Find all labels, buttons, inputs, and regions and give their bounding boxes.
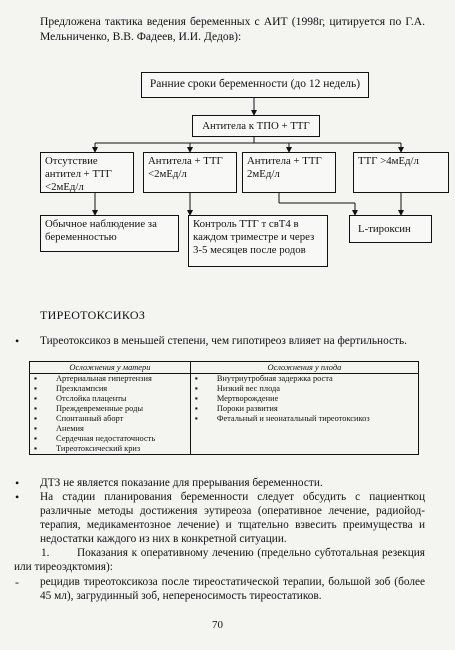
intro-paragraph: Предложена тактика ведения беременных с АИТ (1998г, цитируется по Г.А. Мельниченко, В.В. Фадеев, И.И. Дедов):: [40, 15, 425, 43]
table-row: [30, 424, 419, 434]
numbered-marker: 1.: [41, 547, 50, 559]
list-bullet: ▪: [194, 414, 198, 423]
list-item: Низкий вес плода: [216, 384, 281, 393]
list-bullet: ▪: [194, 374, 198, 383]
list-item: Фетальный и неонатальный тиреотоксикоз: [216, 414, 370, 423]
list-bullet: ▪: [34, 444, 37, 453]
table-cell-left: [30, 434, 191, 444]
list-bullet: ▪: [34, 394, 37, 403]
flow-box-tsh-control: Контроль ТТГ т свТ4 в каждом триместре и через 3-5 месяцев после родов: [188, 215, 328, 267]
bullet-marker: •: [15, 490, 20, 504]
table-cell-left: [30, 414, 191, 424]
page-number: 70: [212, 619, 223, 631]
table-cell-right: [190, 434, 418, 444]
list-bullet: ▪: [34, 374, 37, 383]
table-cell-left: [30, 384, 191, 394]
table-cell-right: [190, 384, 418, 394]
list-bullet: ▪: [34, 404, 37, 413]
table-cell-left: [30, 404, 191, 414]
table-row: [30, 404, 419, 414]
table-cell-left: [30, 394, 191, 404]
table-row: [30, 434, 419, 444]
table-row: [30, 374, 419, 385]
list-item: Преждевременные роды: [56, 404, 144, 413]
list-bullet: ▪: [34, 384, 37, 393]
table-header-fetus: Осложнения у плода: [190, 362, 418, 374]
list-item: Внутриутробная задержка роста: [216, 374, 333, 383]
table-cell-left: [30, 424, 191, 434]
table-cell-left: [30, 444, 191, 455]
list-bullet: ▪: [194, 394, 198, 403]
list-item: Презклампсия: [56, 384, 108, 393]
paragraph-surgery-indications: Показания к оперативному лечению (предельно субтотальная резекция или тиреоэдктомия):: [14, 547, 425, 573]
table-row: [30, 444, 419, 455]
list-item: Сердечная недостаточность: [56, 434, 156, 443]
flow-box-antibodies-2: Антитела + ТТГ 2мЕд/л: [242, 152, 336, 193]
list-item: Пороки развития: [216, 404, 278, 413]
complications-table: [29, 361, 419, 455]
flow-box-antibodies-low: Антитела + ТТГ <2мЕд/л: [143, 152, 237, 193]
paragraph-dtz: ДТЗ не является показание для прерывания беременности.: [40, 477, 323, 489]
paragraph-relapse: рецидив тиреотоксикоза после тиреостатической терапии, большой зоб (более 45 мл), загрудинный зоб, непереносимость тиреостатиков.: [40, 576, 425, 602]
table-cell-right: [190, 444, 418, 455]
table-row: [30, 384, 419, 394]
list-bullet: ▪: [34, 424, 37, 433]
paragraph-planning: На стадии планирования беременности следует обсудить с пациенткоц различные методы достижения эутиреоза (оперативное лечение, радиойод-терапия, медикаментозное лечение) и тщательно взвесить преимущества и недостатки каждого из них в конкретной ситуации.: [40, 491, 425, 545]
table-header-mother: Осложнения у матери: [30, 362, 191, 374]
bullet-marker: •: [15, 476, 20, 490]
flow-box-early-pregnancy: Ранние сроки беременности (до 12 недель): [141, 72, 369, 98]
table-cell-right: [190, 404, 418, 414]
table-cell-right: [190, 414, 418, 424]
list-item: Тиреотоксический криз: [56, 444, 141, 453]
list-bullet: ▪: [34, 434, 37, 443]
paragraph-fertility: Тиреотоксикоз в меньшей степени, чем гипотиреоз влияет на фертильность.: [40, 335, 407, 347]
flow-box-tsh-high: ТТГ >4мЕд/л: [353, 152, 449, 193]
dash-marker: -: [15, 575, 19, 589]
list-bullet: ▪: [194, 384, 198, 393]
list-item: Анемия: [56, 424, 84, 433]
list-bullet: ▪: [194, 404, 198, 413]
table-cell-right: [190, 424, 418, 434]
list-item: Отслойка плаценты: [56, 394, 127, 403]
list-bullet: ▪: [34, 414, 37, 423]
flow-box-antibodies: Антитела к ТПО + ТТГ: [192, 115, 320, 137]
bullet-marker: •: [15, 334, 20, 348]
table-cell-right: [190, 394, 418, 404]
table-cell-left: [30, 374, 191, 385]
list-item: Мертворождение: [216, 394, 279, 403]
flow-box-normal-observation: Обычное наблюдение за беременностью: [40, 215, 179, 252]
table-row: [30, 414, 419, 424]
list-item: Спонтанный аборт: [56, 414, 124, 423]
flow-box-no-antibodies: Отсутствие антител + ТТГ <2мЕд/л: [40, 152, 134, 193]
list-item: Артериальная гипертензия: [56, 374, 152, 383]
flow-box-l-thyroxine: L-тироксин: [349, 215, 432, 243]
section-title: ТИРЕОТОКСИКОЗ: [40, 308, 146, 322]
table-row: [30, 394, 419, 404]
table-cell-right: [190, 374, 418, 385]
